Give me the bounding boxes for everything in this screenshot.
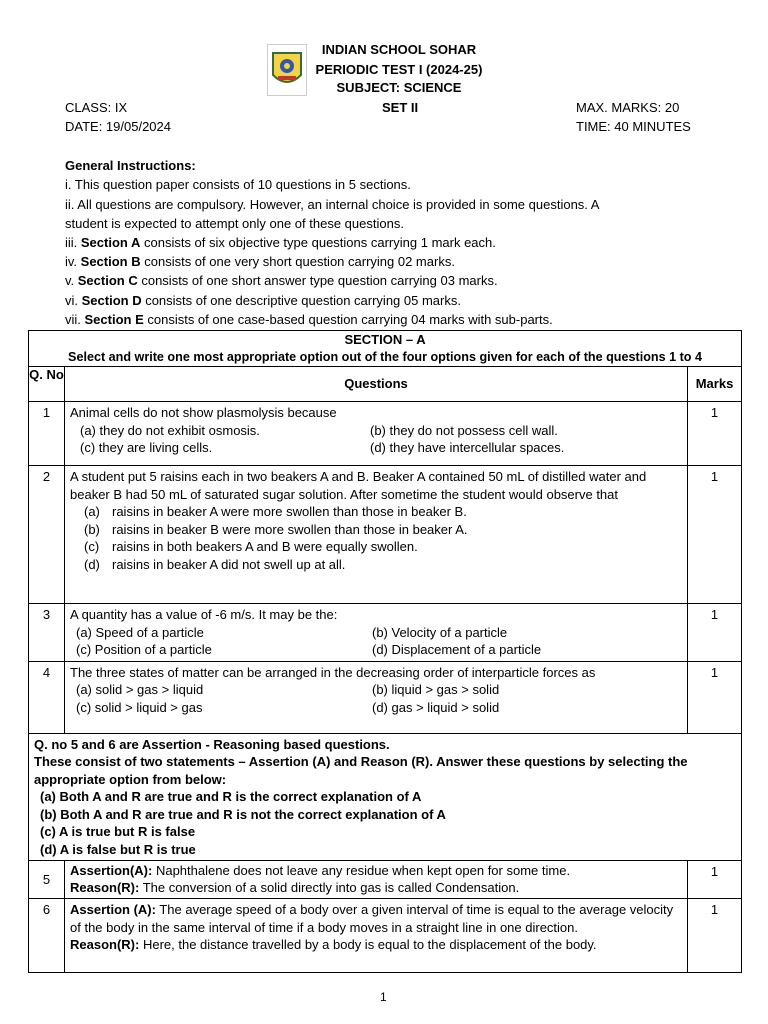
test-name: PERIODIC TEST I (2024-25)	[315, 62, 483, 77]
question-number: 4	[29, 661, 65, 733]
instruction-vi: vi. Section D consists of one descriptive question carrying 05 marks.	[65, 293, 461, 308]
section-a-title: SECTION – A	[344, 332, 426, 347]
question-number: 1	[29, 402, 65, 466]
question-cell	[65, 604, 688, 662]
question-cell	[65, 402, 688, 466]
option-b: (b) liquid > gas > solid	[372, 682, 500, 697]
instruction-ii-a: ii. All questions are compulsory. However, an internal choice is provided in some questions. A	[65, 197, 600, 212]
max-marks: MAX. MARKS: 20	[576, 100, 680, 115]
reason: Reason(R): Here, the distance travelled by a body is equal to the displacement of the body.	[70, 937, 597, 952]
instruction-vii: vii. Section E consists of one case-based question carrying 04 marks with sub-parts.	[65, 312, 553, 327]
reason: Reason(R): The conversion of a solid directly into gas is called Condensation.	[70, 879, 520, 895]
option-b: (b) they do not possess cell wall.	[370, 422, 558, 438]
instruction-iii: iii. Section A consists of six objective type questions carrying 1 mark each.	[65, 235, 496, 250]
question-row-4	[29, 661, 742, 733]
question-text: A student put 5 raisins each in two beakers A and B. Beaker A contained 50 mL of distilled water and beaker B had 50 mL of saturated sugar solution. After sometime the student would observe that	[70, 469, 647, 502]
question-number: 5	[29, 861, 65, 899]
question-text: The three states of matter can be arranged in the decreasing order of interparticle forces as	[70, 664, 596, 680]
option-d: (d) gas > liquid > solid	[372, 699, 500, 715]
question-row-2	[29, 466, 742, 604]
option-d: (d) raisins in beaker A did not swell up at all.	[84, 556, 346, 572]
assertion-reason-intro	[29, 733, 742, 861]
ar-intro-line-2: These consist of two statements – Assertion (A) and Reason (R). Answer these questions by selecting the appropriate option from below:	[34, 754, 688, 787]
date-label: DATE: 19/05/2024	[65, 119, 171, 134]
school-name: INDIAN SCHOOL SOHAR	[321, 42, 477, 57]
column-headers	[29, 367, 742, 402]
option-b: (b) Velocity of a particle	[372, 624, 508, 640]
instruction-iv: iv. Section B consists of one very short question carrying 02 marks.	[65, 254, 455, 269]
question-cell	[65, 466, 688, 604]
instruction-ii-b: student is expected to attempt only one of these questions.	[65, 216, 404, 231]
class-label: CLASS: IX	[65, 100, 128, 115]
option-a: (a) raisins in beaker A were more swollen than those in beaker B.	[84, 504, 467, 519]
option-c: (c) they are living cells.	[80, 440, 213, 455]
ar-option-a: (a) Both A and R are true and R is the correct explanation of A	[40, 789, 422, 804]
ar-option-c: (c) A is true but R is false	[40, 824, 196, 839]
question-text: A quantity has a value of -6 m/s. It may be the:	[70, 607, 338, 622]
question-number: 2	[29, 466, 65, 604]
question-text: Animal cells do not show plasmolysis because	[70, 405, 337, 420]
question-cell	[65, 661, 688, 733]
section-a-header	[29, 331, 742, 367]
question-marks: 1	[688, 402, 742, 466]
option-a: (a) Speed of a particle	[76, 624, 204, 640]
question-marks: 1	[688, 466, 742, 604]
question-marks: 1	[688, 661, 742, 733]
question-cell	[65, 899, 688, 973]
question-table	[28, 330, 742, 973]
instructions-title: General Instructions:	[65, 158, 196, 173]
instruction-v: v. Section C consists of one short answer type question carrying 03 marks.	[65, 273, 498, 288]
assertion: Assertion (A): The average speed of a body over a given interval of time is equal to the average velocity of the body in the same interval of time if a body moves in a straight line in one direction.	[70, 902, 674, 935]
option-d: (d) Displacement of a particle	[372, 642, 542, 657]
col-questions: Questions	[65, 367, 688, 402]
question-row-6	[29, 899, 742, 973]
question-row-1	[29, 402, 742, 466]
question-row-3	[29, 604, 742, 662]
question-number: 3	[29, 604, 65, 662]
subject: SUBJECT: SCIENCE	[336, 80, 462, 95]
question-row-5	[29, 861, 742, 899]
option-d: (d) they have intercellular spaces.	[370, 440, 565, 455]
set-label: SET II	[382, 100, 419, 115]
question-cell	[65, 861, 688, 899]
col-qno: Q. No	[29, 367, 65, 402]
page-number: 1	[380, 990, 387, 1004]
option-c: (c) solid > liquid > gas	[76, 699, 203, 715]
question-marks: 1	[688, 604, 742, 662]
option-b: (b) raisins in beaker B were more swollen than those in beaker A.	[84, 521, 468, 537]
col-marks: Marks	[688, 367, 742, 402]
option-c: (c) raisins in both beakers A and B were equally swollen.	[84, 539, 418, 554]
time-label: TIME: 40 MINUTES	[576, 119, 691, 134]
question-marks: 1	[688, 899, 742, 973]
ar-option-d: (d) A is false but R is true	[40, 841, 196, 857]
question-marks: 1	[688, 861, 742, 899]
option-c: (c) Position of a particle	[76, 642, 212, 657]
ar-intro-line-1: Q. no 5 and 6 are Assertion - Reasoning based questions.	[34, 736, 390, 752]
option-a: (a) they do not exhibit osmosis.	[80, 422, 260, 438]
assertion: Assertion(A): Naphthalene does not leave any residue when kept open for some time.	[70, 863, 571, 878]
section-a-subtitle: Select and write one most appropriate option out of the four options given for each of the questions 1 to 4	[68, 349, 702, 364]
instruction-i: i. This question paper consists of 10 questions in 5 sections.	[65, 177, 411, 192]
question-number: 6	[29, 899, 65, 973]
ar-option-b: (b) Both A and R are true and R is not the correct explanation of A	[40, 806, 446, 822]
option-a: (a) solid > gas > liquid	[76, 682, 204, 697]
